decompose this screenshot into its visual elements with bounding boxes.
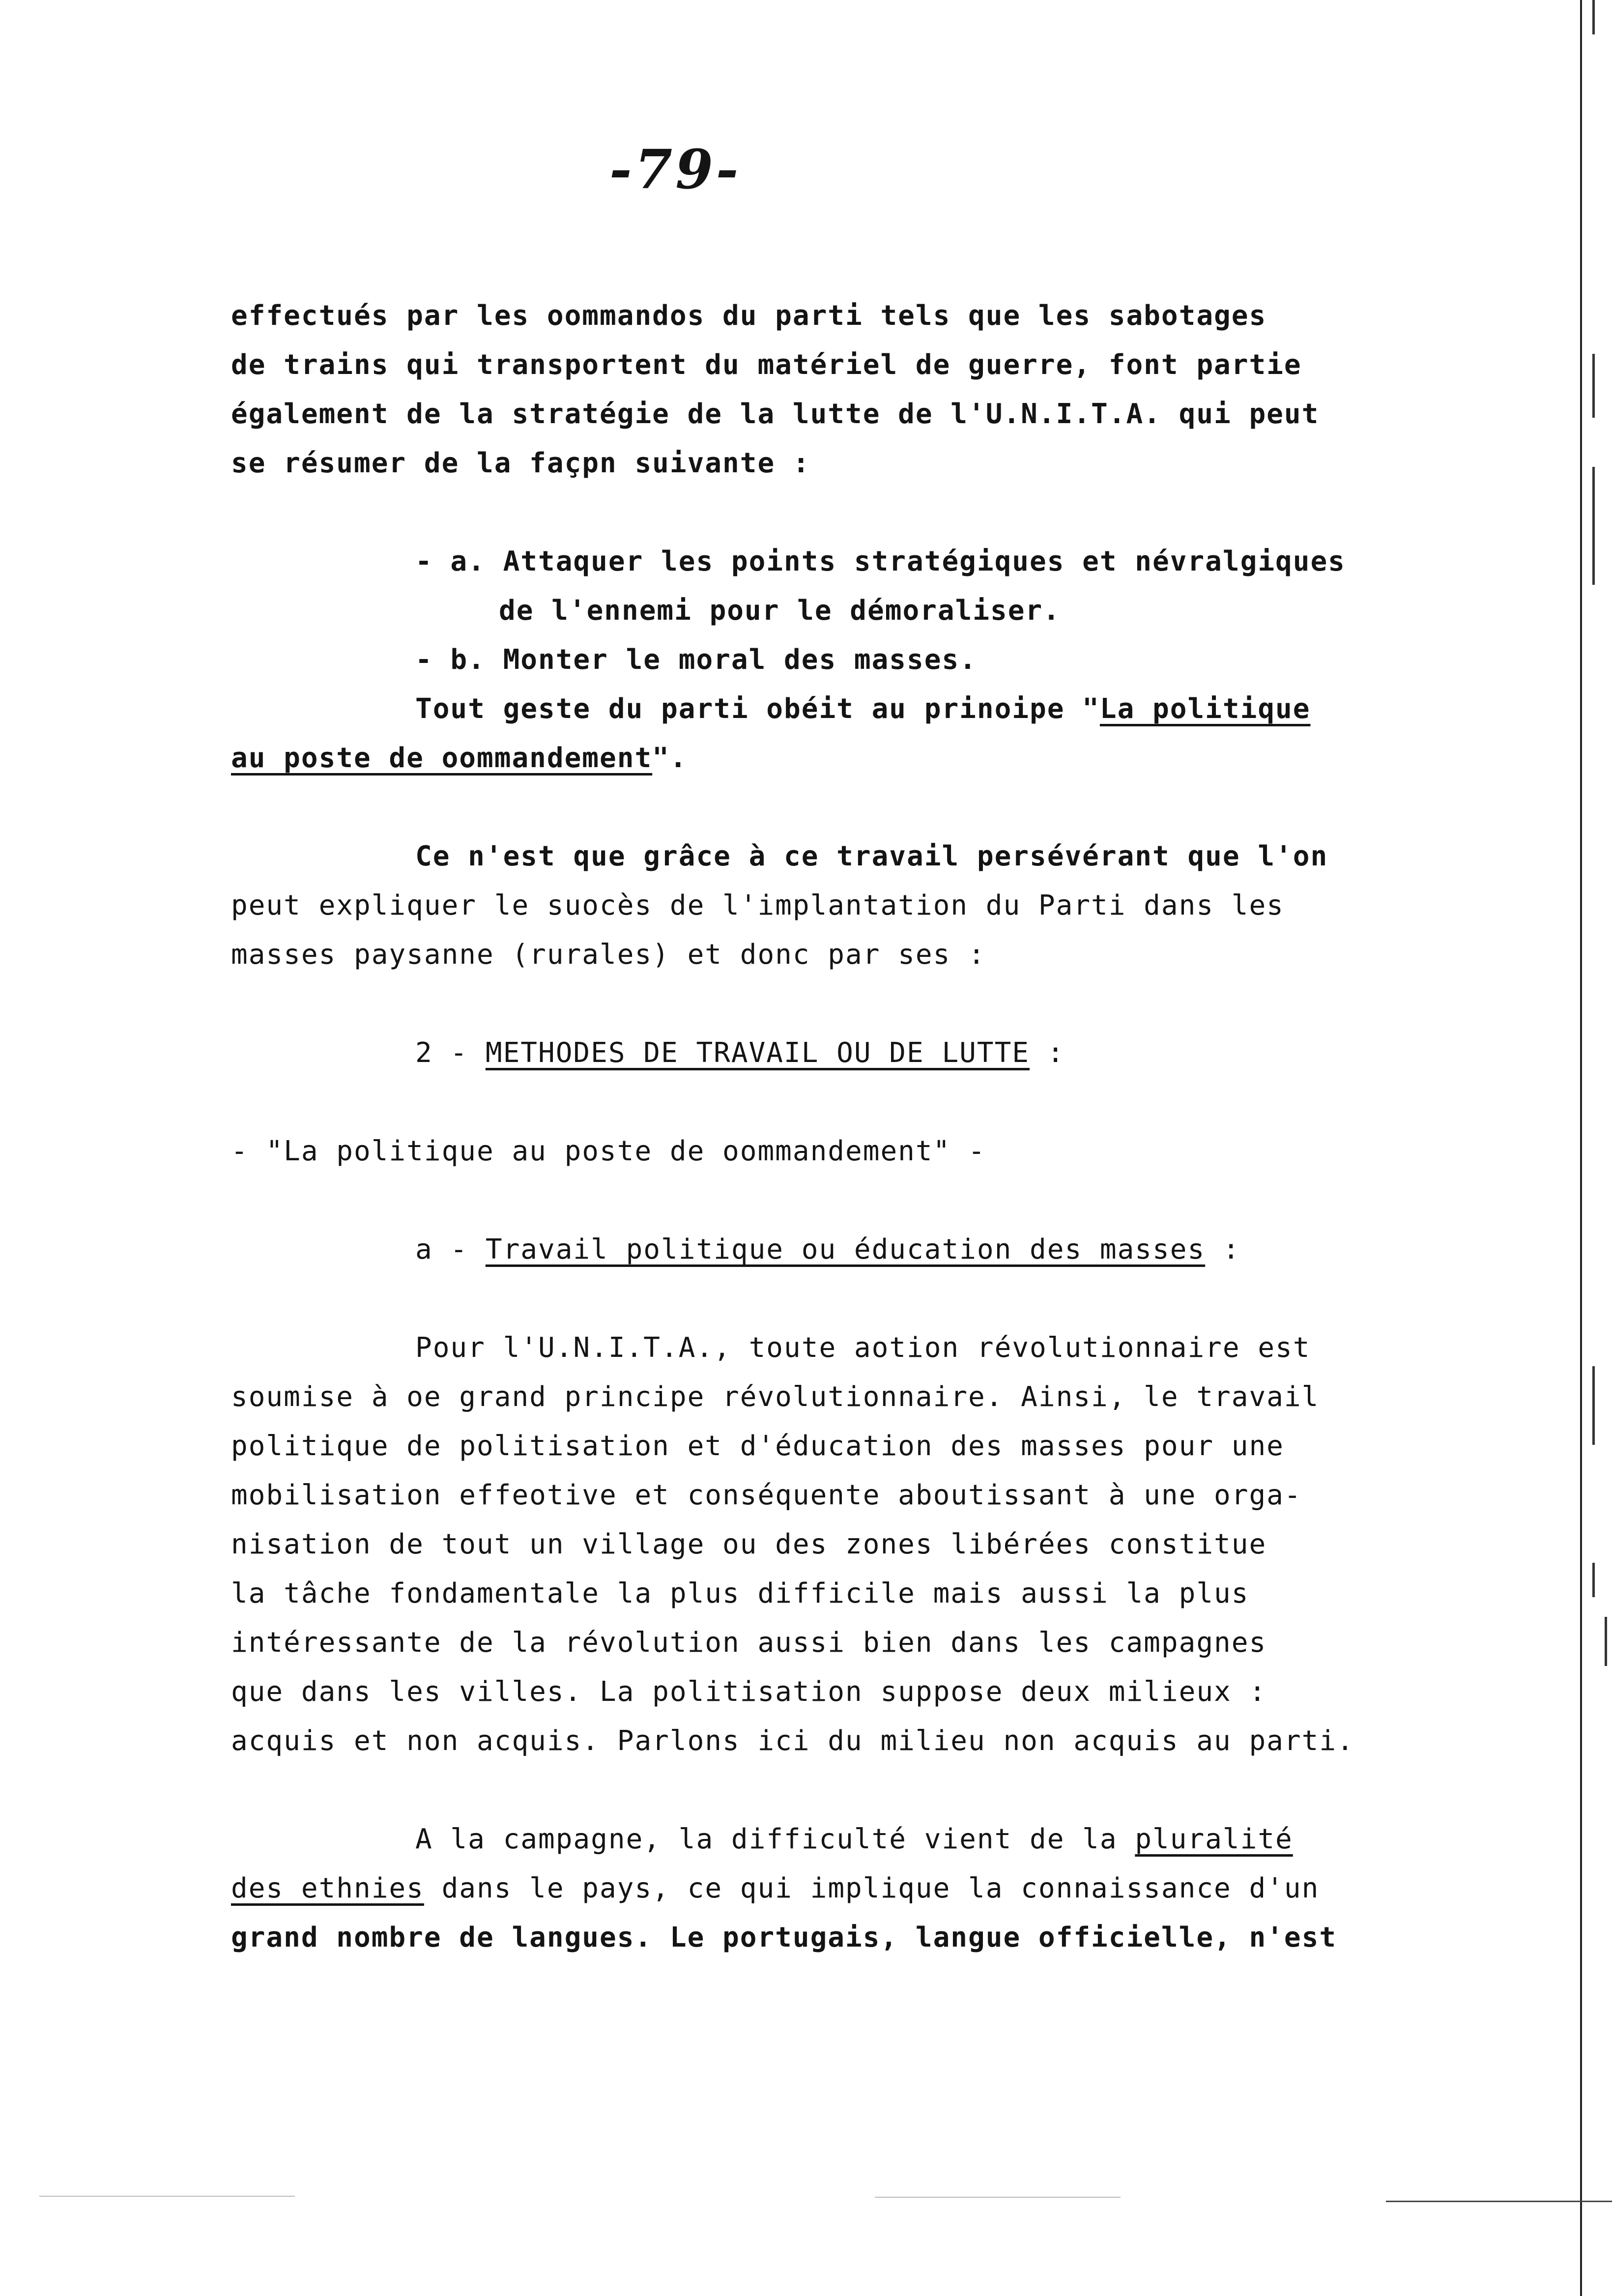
scan-right-edge-rule	[1580, 0, 1582, 2296]
paragraph-3-line-8: que dans les villes. La politisation suppose deux milieux :	[231, 1676, 1267, 1708]
section-2-suffix: :	[1030, 1037, 1065, 1069]
motto: - "La politique au poste de oommandement" -	[231, 1135, 986, 1167]
scan-edge-mark	[1592, 1563, 1595, 1597]
principle-line-1	[415, 695, 1310, 723]
list-item-a-line-1: - a. Attaquer les points stratégiques et névralgiques	[415, 545, 1346, 577]
paragraph-3-line-3: politique de politisation et d'éducation des masses pour une	[231, 1430, 1284, 1462]
paragraph-4-line-2-rest: dans le pays, ce qui implique la connaissance d'un	[424, 1872, 1320, 1904]
paragraph-2-line-3: masses paysanne (rurales) et donc par ses :	[231, 939, 986, 971]
scan-edge-mark	[1592, 1366, 1595, 1445]
paragraph-2-line-2: peut expliquer le suocès de l'implantation du Parti dans les	[231, 890, 1284, 921]
paragraph-3-line-6: la tâche fondamentale la plus difficile mais aussi la plus	[231, 1578, 1249, 1609]
paragraph-2-line-1: Ce n'est que grâce à ce travail persévérant que l'on	[415, 840, 1328, 872]
paragraph-1-line-1: effectués par les oommandos du parti tels que les sabotages	[231, 300, 1267, 332]
scan-bottom-faint-line	[875, 2197, 1121, 2198]
principle-line-2	[231, 742, 688, 774]
paragraph-4-line-1	[415, 1823, 1293, 1855]
principle-quote-part-2: au poste de oommandement	[231, 742, 653, 774]
list-item-b: - b. Monter le moral des masses.	[415, 644, 977, 676]
paragraph-4-line-3: grand nombre de langues. Le portugais, langue officielle, n'est	[231, 1922, 1337, 1953]
paragraph-3-line-7: intéressante de la révolution aussi bien dans les campagnes	[231, 1627, 1267, 1659]
paragraph-3-line-1: Pour l'U.N.I.T.A., toute aotion révolutionnaire est	[415, 1332, 1311, 1364]
section-2-heading	[415, 1039, 1065, 1067]
principle-quote-part-1: La politique	[1099, 693, 1311, 725]
paragraph-3-line-5: nisation de tout un village ou des zones libérées constitue	[231, 1528, 1267, 1560]
scan-edge-mark	[1592, 0, 1595, 34]
subsection-a-heading	[415, 1236, 1240, 1263]
paragraph-3-line-4: mobilisation effeotive et conséquente aboutissant à une orga-	[231, 1479, 1302, 1511]
paragraph-3-line-2: soumise à oe grand principe révolutionnaire. Ainsi, le travail	[231, 1381, 1320, 1413]
paragraph-1-line-2: de trains qui transportent du matériel de guerre, font partie	[231, 349, 1302, 381]
principle-close: ".	[652, 742, 688, 774]
scan-bottom-rule	[1386, 2201, 1612, 2202]
scan-edge-mark	[1605, 1617, 1607, 1666]
scan-edge-mark	[1592, 467, 1595, 585]
paragraph-4-underlined-1: pluralité	[1135, 1823, 1293, 1855]
paragraph-1-line-3: également de la stratégie de la lutte de l'U.N.I.T.A. qui peut	[231, 398, 1320, 430]
principle-lead: Tout geste du parti obéit au prinoipe "	[415, 693, 1100, 725]
subsection-a-title: Travail politique ou éducation des masses	[485, 1234, 1206, 1265]
section-2-number: 2 -	[415, 1037, 486, 1069]
paragraph-4-underlined-2: des ethnies	[231, 1872, 424, 1904]
paragraph-1-line-4: se résumer de la façpn suivante :	[231, 447, 810, 479]
list-item-a-line-2: de l'ennemi pour le démoraliser.	[499, 595, 1061, 627]
section-2-title: METHODES DE TRAVAIL OU DE LUTTE	[485, 1037, 1030, 1069]
paragraph-4-line-2	[231, 1872, 1320, 1904]
scan-edge-mark	[1592, 354, 1595, 418]
paragraph-4-lead: A la campagne, la difficulté vient de la	[415, 1823, 1135, 1855]
paragraph-3-line-9: acquis et non acquis. Parlons ici du milieu non acquis au parti.	[231, 1725, 1354, 1757]
scan-bottom-faint-line	[39, 2196, 295, 2197]
page-number: -79-	[609, 138, 742, 201]
subsection-a-prefix: a -	[415, 1234, 486, 1265]
subsection-a-suffix: :	[1205, 1234, 1240, 1265]
